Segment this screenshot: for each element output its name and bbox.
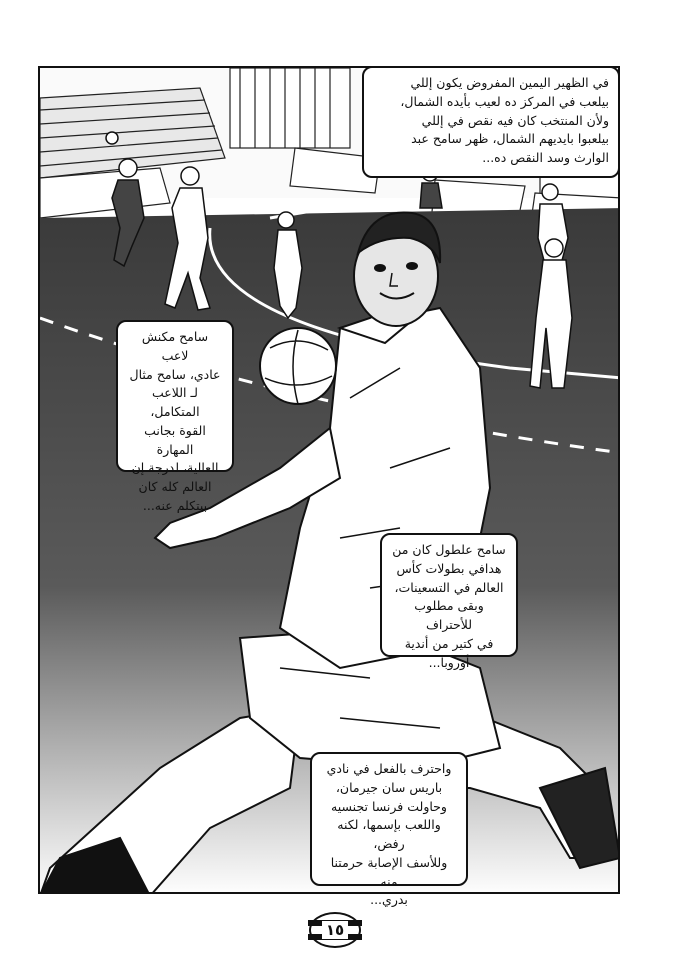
caption-top: في الظهير اليمين المفروض يكون إللي بيلعب في المركز ده لعيب بأيده الشمال، ولأن المنتخب كان فيه نقص في إللي بيلعبوا بايديهم الشمال، ظهر سامح عبد الوارث وسد النقص ده... [362, 66, 620, 178]
caption-bottom: واحترف بالفعل في نادي باريس سان جيرمان، وحاولت فرنسا تجنسيه واللعب بإسمها، لكنه رفض، وللأسف الإصابة حرمتنا منه بدري... [310, 752, 468, 886]
caption-left: سامح مكنش لاعب عادي، سامح مثال لـ اللاعب المتكامل، القوة بجانب المهارة العالية، لدرجة إن العالم كله كان بيتكلم عنه... [116, 320, 234, 472]
handball-ball [260, 328, 336, 404]
caption-middle: سامح علطول كان من هدافي بطولات كأس العالم في التسعينات، وبقى مطلوب للأحتراف في كتير من أندية أوروبا... [380, 533, 518, 657]
page-number-badge [309, 912, 361, 948]
page-number: ١٥ [322, 921, 348, 939]
